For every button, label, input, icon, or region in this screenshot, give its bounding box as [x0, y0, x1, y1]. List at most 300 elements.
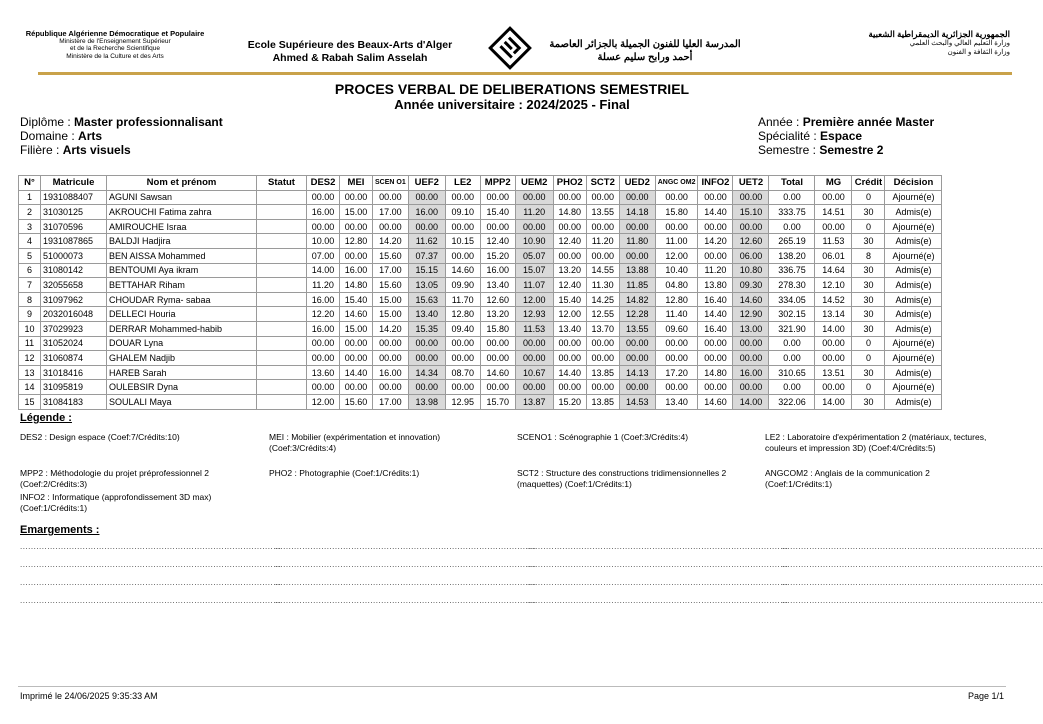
table-cell	[257, 234, 307, 249]
table-cell: 0.00	[769, 351, 815, 366]
table-cell: Admis(e)	[885, 292, 942, 307]
table-row	[19, 351, 942, 366]
table-cell: 00.00	[553, 248, 586, 263]
table-cell: 12.00	[655, 248, 698, 263]
document-title: PROCES VERBAL DE DELIBERATIONS SEMESTRIEL	[334, 81, 690, 97]
table-cell: Ajourné(e)	[885, 190, 942, 205]
ministry-higher-education-ar: وزارة التعليم العالي والبحث العلمي	[909, 40, 1010, 47]
table-cell: 30	[852, 394, 885, 409]
legend-item-mei: MEI : Mobilier (expérimentation et innovation) (Coef:3/Crédits:4)	[269, 432, 441, 453]
table-cell: 11.20	[515, 205, 553, 220]
table-row	[19, 307, 942, 322]
table-cell: 13.40	[553, 321, 586, 336]
table-cell: 0.00	[769, 219, 815, 234]
table-cell: 1931088407	[41, 190, 107, 205]
table-cell: 31030125	[41, 205, 107, 220]
table-cell: 13.51	[815, 365, 852, 380]
ministry-research: et de la Recherche Scientifique	[70, 45, 160, 52]
table-cell: Admis(e)	[885, 307, 942, 322]
table-cell: 4	[19, 234, 41, 249]
table-cell: 00.00	[515, 351, 553, 366]
table-cell: 15.60	[373, 278, 409, 293]
table-cell: 00.00	[515, 219, 553, 234]
column-header: UEM2	[515, 176, 553, 191]
table-cell: 31095819	[41, 380, 107, 395]
legend-item-le2: LE2 : Laboratoire d'expérimentation 2 (matériaux, tectures, couleurs et impression 3D) (Coef:4/Crédits:5)	[765, 432, 987, 453]
table-cell: 1931087865	[41, 234, 107, 249]
column-header: UED2	[619, 176, 655, 191]
table-cell: 00.00	[619, 351, 655, 366]
table-cell	[257, 248, 307, 263]
table-cell: 15.40	[480, 205, 515, 220]
table-cell: 00.00	[515, 190, 553, 205]
signatures-title: Emargements :	[20, 524, 100, 536]
signature-dotted-line: ................................................................................................	[20, 560, 282, 569]
table-cell: 10.00	[307, 234, 340, 249]
table-cell: 10	[19, 321, 41, 336]
table-cell: 14.00	[815, 394, 852, 409]
table-cell: 15.60	[340, 394, 373, 409]
column-header: UET2	[733, 176, 769, 191]
table-cell: 00.00	[307, 380, 340, 395]
table-cell: Admis(e)	[885, 205, 942, 220]
table-cell: 05.07	[515, 248, 553, 263]
table-cell: BETTAHAR Riham	[107, 278, 257, 293]
table-cell: 00.00	[373, 219, 409, 234]
table-cell: 2	[19, 205, 41, 220]
table-cell: 334.05	[769, 292, 815, 307]
table-cell: 00.00	[619, 219, 655, 234]
table-cell: 00.00	[698, 248, 733, 263]
footer-divider	[18, 686, 1006, 687]
info-value: Master professionnalisant	[74, 115, 223, 129]
table-cell: 14.20	[698, 234, 733, 249]
table-cell: 14.60	[445, 263, 480, 278]
table-cell: 11.30	[586, 278, 619, 293]
table-cell	[257, 307, 307, 322]
table-cell: 12.60	[733, 234, 769, 249]
table-cell: 00.00	[408, 380, 445, 395]
table-cell: 8	[852, 248, 885, 263]
table-cell: 00.00	[815, 219, 852, 234]
table-row	[19, 205, 942, 220]
table-cell: 00.00	[619, 380, 655, 395]
info-right	[758, 115, 934, 157]
table-cell: 0	[852, 380, 885, 395]
table-row	[19, 292, 942, 307]
table-cell: BALDJI Hadjira	[107, 234, 257, 249]
table-cell: 00.00	[445, 190, 480, 205]
table-cell: 12.00	[515, 292, 553, 307]
table-cell: 00.00	[515, 336, 553, 351]
table-cell: 14.00	[307, 263, 340, 278]
table-cell: 11.80	[619, 234, 655, 249]
table-cell: 12.90	[733, 307, 769, 322]
table-cell: 322.06	[769, 394, 815, 409]
table-cell: 00.00	[619, 248, 655, 263]
table-cell: 00.00	[586, 248, 619, 263]
table-cell: 15.00	[340, 205, 373, 220]
table-cell: 5	[19, 248, 41, 263]
table-cell	[257, 336, 307, 351]
signature-dotted-line: ................................................................................................	[275, 578, 537, 587]
table-cell: 16.40	[698, 292, 733, 307]
table-cell: 0	[852, 336, 885, 351]
table-cell: 13.40	[480, 278, 515, 293]
table-cell: 16.00	[408, 205, 445, 220]
table-cell: 31018416	[41, 365, 107, 380]
table-cell: 17.00	[373, 205, 409, 220]
table-cell: CHOUDAR Ryma- sabaa	[107, 292, 257, 307]
legend-item-sct2: SCT2 : Structure des constructions tridimensionnelles 2 (maquettes) (Coef:1/Crédits:1)	[517, 468, 727, 489]
table-cell: 11.53	[515, 321, 553, 336]
table-cell	[257, 351, 307, 366]
page-number: Page 1/1	[967, 691, 1004, 701]
table-cell	[257, 321, 307, 336]
table-row	[19, 234, 942, 249]
table-cell: 15	[19, 394, 41, 409]
table-cell: 14.53	[619, 394, 655, 409]
table-cell: 00.00	[553, 336, 586, 351]
table-cell: 14.25	[586, 292, 619, 307]
table-cell: 13.98	[408, 394, 445, 409]
column-header: ANGC OM2	[655, 176, 698, 191]
table-cell: 31060874	[41, 351, 107, 366]
table-cell: 00.00	[480, 219, 515, 234]
table-cell: 00.00	[307, 190, 340, 205]
table-cell: 17.00	[373, 394, 409, 409]
column-header: LE2	[445, 176, 480, 191]
signature-dotted-line: ................................................................................................	[527, 596, 789, 605]
table-cell: 15.07	[515, 263, 553, 278]
table-cell: 0.00	[769, 380, 815, 395]
table-cell: 00.00	[655, 351, 698, 366]
table-cell: 15.35	[408, 321, 445, 336]
table-row	[19, 278, 942, 293]
table-cell: 17.20	[655, 365, 698, 380]
table-cell	[257, 263, 307, 278]
column-header: UEF2	[408, 176, 445, 191]
column-header: MPP2	[480, 176, 515, 191]
school-name-ar-line1: المدرسة العليا للفنون الجميلة بالجزائر العاصمة	[549, 39, 741, 50]
info-label: Diplôme :	[20, 115, 71, 129]
column-header: SCT2	[586, 176, 619, 191]
table-cell: 00.00	[733, 190, 769, 205]
column-header: Crédit	[852, 176, 885, 191]
table-cell: 00.00	[553, 219, 586, 234]
table-cell: 11.40	[655, 307, 698, 322]
signature-dotted-line: ................................................................................................	[20, 542, 282, 551]
table-row	[19, 263, 942, 278]
table-cell: 31097962	[41, 292, 107, 307]
table-cell: 00.00	[373, 336, 409, 351]
table-cell: 00.00	[586, 380, 619, 395]
table-cell: 00.00	[340, 248, 373, 263]
table-cell: 13.55	[586, 205, 619, 220]
table-row	[19, 190, 942, 205]
signature-dotted-line: ................................................................................................	[20, 596, 282, 605]
table-cell: 10.15	[445, 234, 480, 249]
table-cell: 13	[19, 365, 41, 380]
column-header: N°	[19, 176, 41, 191]
table-cell: 00.00	[340, 190, 373, 205]
signature-dotted-line: ................................................................................................	[20, 578, 282, 587]
table-cell: Admis(e)	[885, 394, 942, 409]
table-cell: 00.00	[480, 351, 515, 366]
table-cell: 11.70	[445, 292, 480, 307]
table-cell	[257, 292, 307, 307]
table-cell: 00.00	[408, 351, 445, 366]
table-cell: 12.40	[553, 234, 586, 249]
signature-dotted-line: ................................................................................................	[782, 542, 1043, 551]
info-value: Semestre 2	[819, 143, 884, 157]
table-cell: BENTOUMI Aya ikram	[107, 263, 257, 278]
table-cell: 16.00	[307, 292, 340, 307]
table-cell: 14.51	[815, 205, 852, 220]
table-cell: 14.20	[373, 234, 409, 249]
signature-dotted-line: ................................................................................................	[527, 578, 789, 587]
table-cell: 00.00	[515, 380, 553, 395]
info-label: Filière :	[20, 143, 60, 157]
table-cell: 11.20	[586, 234, 619, 249]
table-cell: 10.40	[655, 263, 698, 278]
table-cell: 12.00	[307, 394, 340, 409]
table-cell: 0	[852, 219, 885, 234]
table-cell: 15.60	[373, 248, 409, 263]
table-cell: 14.82	[619, 292, 655, 307]
table-cell: 00.00	[698, 190, 733, 205]
table-row	[19, 365, 942, 380]
deliberation-table	[18, 175, 942, 410]
table-cell: DOUAR Lyna	[107, 336, 257, 351]
table-cell: 07.00	[307, 248, 340, 263]
legend-item-pho2: PHO2 : Photographie (Coef:1/Crédits:1)	[269, 468, 420, 478]
signature-dotted-line: ................................................................................................	[782, 578, 1043, 587]
info-value: Arts visuels	[62, 143, 131, 157]
table-cell: 37029923	[41, 321, 107, 336]
table-cell: 0.00	[769, 190, 815, 205]
table-cell: 06.01	[815, 248, 852, 263]
table-cell: 13.80	[698, 278, 733, 293]
table-cell: 30	[852, 307, 885, 322]
table-cell: 265.19	[769, 234, 815, 249]
info-semester	[758, 143, 934, 157]
table-cell: SOULALI Maya	[107, 394, 257, 409]
table-cell: 13.70	[586, 321, 619, 336]
table-cell: 00.00	[340, 351, 373, 366]
table-cell: 10.67	[515, 365, 553, 380]
table-cell: 00.00	[815, 351, 852, 366]
legend-item-info2: INFO2 : Informatique (approfondissement 3D max) (Coef:1/Crédits:1)	[20, 492, 212, 513]
table-cell: 12.93	[515, 307, 553, 322]
signature-dotted-line: ................................................................................................	[527, 542, 789, 551]
table-cell: 12	[19, 351, 41, 366]
table-cell: 12.40	[480, 234, 515, 249]
column-header: Statut	[257, 176, 307, 191]
table-cell: 15.20	[480, 248, 515, 263]
table-cell: AKROUCHI Fatima zahra	[107, 205, 257, 220]
school-name-fr-line1: Ecole Supérieure des Beaux-Arts d'Alger	[247, 39, 453, 51]
table-cell: 30	[852, 278, 885, 293]
table-cell: 12.80	[340, 234, 373, 249]
signature-dotted-line: ................................................................................................	[782, 596, 1043, 605]
table-cell: BEN AISSA Mohammed	[107, 248, 257, 263]
table-cell: 12.95	[445, 394, 480, 409]
table-row	[19, 380, 942, 395]
ministry-higher-education: Ministère de l'Enseignement Supérieur	[59, 37, 171, 45]
table-cell: 15.40	[340, 292, 373, 307]
table-cell: 09.90	[445, 278, 480, 293]
header-divider	[38, 72, 1012, 75]
table-cell: 11.53	[815, 234, 852, 249]
table-cell: 00.00	[698, 219, 733, 234]
table-cell: 16.40	[698, 321, 733, 336]
table-cell: 00.00	[586, 351, 619, 366]
table-cell: Admis(e)	[885, 278, 942, 293]
table-cell: 336.75	[769, 263, 815, 278]
table-cell: 13.85	[586, 365, 619, 380]
column-header: MEI	[340, 176, 373, 191]
ministry-culture-ar: وزارة الثقافة و الفنون	[947, 49, 1010, 56]
table-row	[19, 219, 942, 234]
legend-item-des2: DES2 : Design espace (Coef:7/Crédits:10)	[20, 432, 180, 442]
table-cell: 12.60	[480, 292, 515, 307]
table-cell: 14.40	[698, 205, 733, 220]
table-cell: 00.00	[655, 380, 698, 395]
table-cell: 00.00	[340, 336, 373, 351]
info-left	[20, 115, 223, 157]
table-cell: 30	[852, 292, 885, 307]
table-cell: 13.14	[815, 307, 852, 322]
table-row	[19, 321, 942, 336]
legend-item-sceno1: SCENO1 : Scénographie 1 (Coef:3/Crédits:4)	[517, 432, 689, 442]
info-speciality	[758, 129, 934, 143]
column-header: SCEN O1	[373, 176, 409, 191]
info-domain	[20, 129, 223, 143]
table-cell: 15.00	[340, 321, 373, 336]
info-label: Semestre :	[758, 143, 817, 157]
info-label: Domaine :	[20, 129, 75, 143]
table-cell: 14.55	[586, 263, 619, 278]
table-cell: 15.80	[480, 321, 515, 336]
table-cell: 13.20	[553, 263, 586, 278]
table-cell: 12.20	[307, 307, 340, 322]
republic-name: République Algérienne Démocratique et Populaire	[25, 29, 205, 38]
table-cell: 17.00	[373, 263, 409, 278]
table-cell: 00.00	[586, 336, 619, 351]
school-name-fr-line2: Ahmed & Rabah Salim Asselah	[272, 52, 428, 64]
table-cell: 13.40	[408, 307, 445, 322]
table-cell: 00.00	[586, 219, 619, 234]
signature-dotted-line: ................................................................................................	[782, 560, 1043, 569]
table-cell	[257, 278, 307, 293]
table-cell: 00.00	[373, 351, 409, 366]
table-cell: 15.10	[733, 205, 769, 220]
column-header: Total	[769, 176, 815, 191]
table-cell: 2032016048	[41, 307, 107, 322]
table-cell: 31070596	[41, 219, 107, 234]
table-cell: 10.90	[515, 234, 553, 249]
school-name-ar-line2: أحمد ورابح سليم عسلة	[597, 52, 693, 63]
table-cell: AMIROUCHE Israa	[107, 219, 257, 234]
table-cell: Ajourné(e)	[885, 248, 942, 263]
table-cell: 30	[852, 365, 885, 380]
table-cell: 00.00	[480, 190, 515, 205]
table-cell: 00.00	[815, 380, 852, 395]
table-cell: 00.00	[733, 336, 769, 351]
table-cell: 00.00	[408, 336, 445, 351]
table-cell: 10.80	[733, 263, 769, 278]
table-cell: 11	[19, 336, 41, 351]
signature-dotted-line: ................................................................................................	[275, 560, 537, 569]
school-logo	[490, 28, 530, 68]
table-cell: 12.10	[815, 278, 852, 293]
signature-dotted-line: ................................................................................................	[275, 596, 537, 605]
info-value: Première année Master	[802, 115, 935, 129]
table-cell: 15.70	[480, 394, 515, 409]
legend-item-mpp2: MPP2 : Méthodologie du projet préprofessionnel 2 (Coef:2/Crédits:3)	[20, 468, 210, 489]
column-header: PHO2	[553, 176, 586, 191]
table-cell: 00.00	[445, 351, 480, 366]
table-cell: 11.00	[655, 234, 698, 249]
table-cell: 0	[852, 190, 885, 205]
table-cell: Admis(e)	[885, 234, 942, 249]
column-header: Matricule	[41, 176, 107, 191]
info-label: Année :	[758, 115, 800, 129]
table-cell: 13.40	[655, 394, 698, 409]
table-cell: 00.00	[619, 336, 655, 351]
table-cell: Ajourné(e)	[885, 380, 942, 395]
table-cell: 15.00	[373, 307, 409, 322]
info-year	[758, 115, 934, 129]
table-row	[19, 248, 942, 263]
table-cell: 00.00	[655, 190, 698, 205]
legend-item-angcom2: ANGCOM2 : Anglais de la communication 2 (Coef:1/Crédits:1)	[765, 468, 930, 489]
table-cell: 00.00	[815, 336, 852, 351]
table-cell: 16.00	[307, 321, 340, 336]
table-cell: 16.00	[480, 263, 515, 278]
table-cell: 00.00	[698, 351, 733, 366]
table-cell: 07.37	[408, 248, 445, 263]
table-cell	[257, 365, 307, 380]
table-cell: 14.60	[733, 292, 769, 307]
table-cell: 00.00	[480, 336, 515, 351]
table-cell: AGUNI Sawsan	[107, 190, 257, 205]
column-header: DES2	[307, 176, 340, 191]
table-cell: 15.00	[373, 292, 409, 307]
table-cell	[257, 380, 307, 395]
table-cell: 00.00	[307, 351, 340, 366]
column-header: Décision	[885, 176, 942, 191]
table-cell: 00.00	[619, 190, 655, 205]
table-cell: 00.00	[586, 190, 619, 205]
table-cell: 12.80	[445, 307, 480, 322]
info-label: Spécialité :	[758, 129, 817, 143]
table-cell: 00.00	[655, 336, 698, 351]
table-cell: 0.00	[769, 336, 815, 351]
table-cell: 00.00	[340, 219, 373, 234]
table-cell: 00.00	[307, 336, 340, 351]
table-cell: 00.00	[553, 190, 586, 205]
table-cell: 00.00	[655, 219, 698, 234]
table-cell: 14.18	[619, 205, 655, 220]
table-cell: 09.10	[445, 205, 480, 220]
table-cell: GHALEM Nadjib	[107, 351, 257, 366]
table-row	[19, 394, 942, 409]
school-name-ar	[545, 38, 745, 64]
table-cell: Admis(e)	[885, 365, 942, 380]
column-header: MG	[815, 176, 852, 191]
